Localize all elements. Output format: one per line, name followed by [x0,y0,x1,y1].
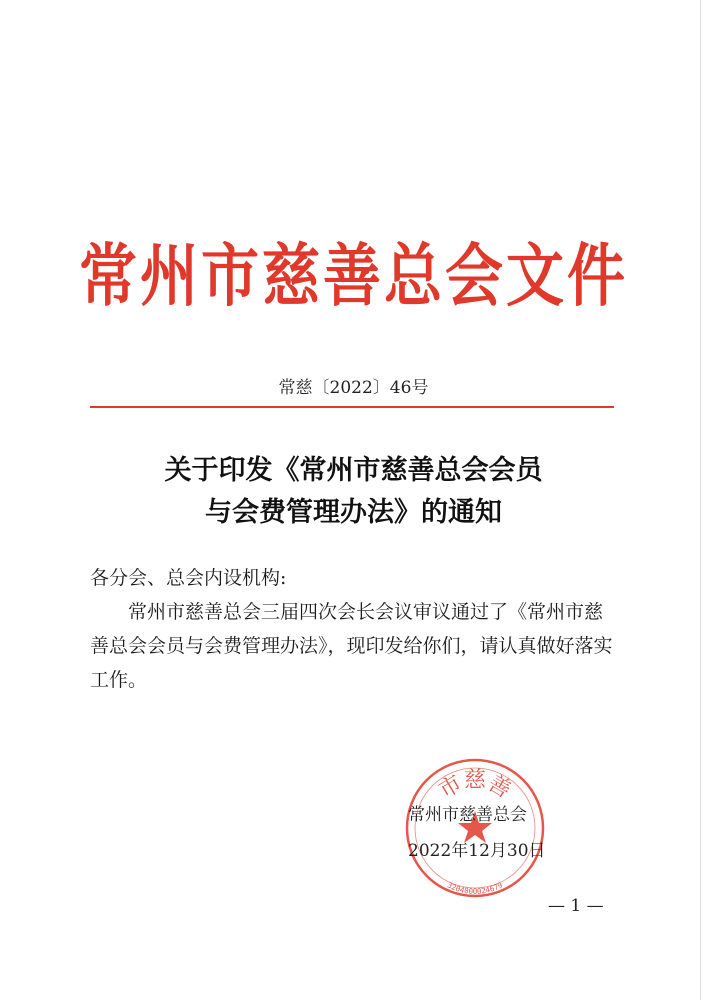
document-number: 常慈〔2022〕46号 [278,378,429,398]
body-paragraph [90,595,620,697]
signature-date: 2022年12月30日 [408,841,546,861]
notice-title-line-2: 与会费管理办法》的通知 [205,497,502,528]
red-divider-line [90,406,614,408]
notice-title-line-1: 关于印发《常州市慈善总会会员 [164,455,543,486]
seal-top-text: 市慈善 [434,768,516,804]
official-seal [404,757,546,899]
masthead-title: 常州市慈善总会文件 [78,235,628,317]
signer-name: 常州市慈善总会 [408,805,527,825]
body-paragraph-text: 常州市慈善总会三届四次会长会议审议通过了《常州市慈善总会会员与会费管理办法》，现印发给你们，请认真做好落实工作。 [90,601,613,691]
seal-code-text: 3204000024679 [445,880,505,896]
salutation: 各分会、总会内设机构: [90,567,287,589]
page-number: — 1 — [548,896,604,916]
